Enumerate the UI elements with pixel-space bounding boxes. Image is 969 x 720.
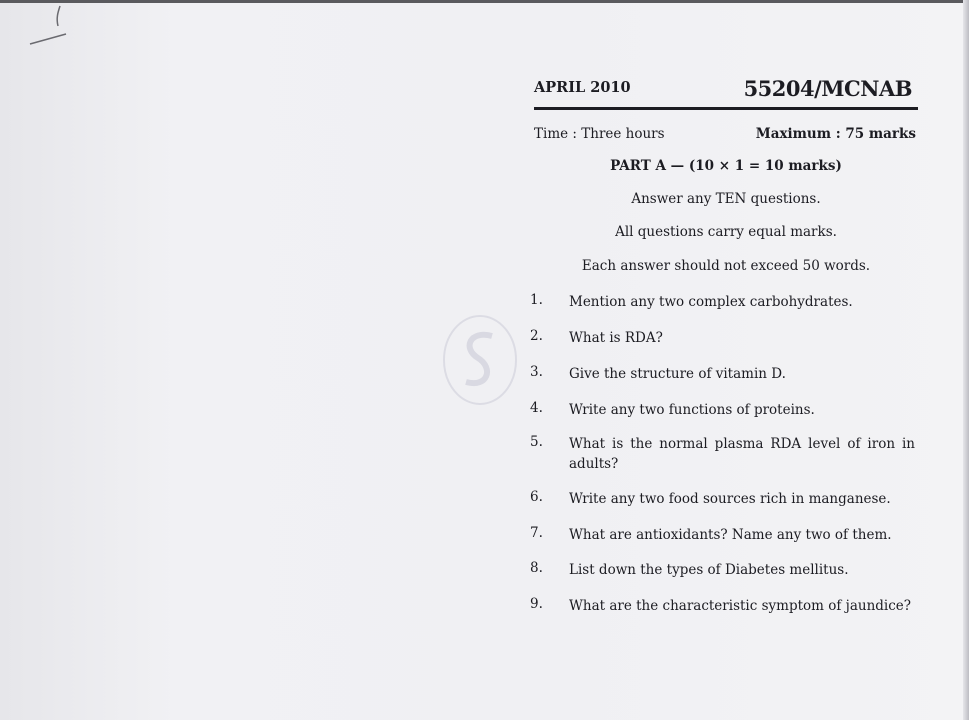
question-number: 2. [530, 328, 543, 344]
question-text: What are antioxidants? Name any two of them. [569, 527, 892, 543]
header-rule [534, 107, 918, 110]
question-text: Write any two functions of proteins. [569, 402, 815, 418]
instruction-line: Answer any TEN questions. [631, 191, 821, 207]
scan-top-edge [0, 0, 969, 3]
question-text: What is the normal plasma RDA level of iron in adults? [569, 436, 915, 472]
pen-mark-icon [22, 4, 72, 54]
question-number: 8. [530, 560, 543, 576]
question-text: What is RDA? [569, 330, 663, 346]
question-text: List down the types of Diabetes mellitus. [569, 562, 849, 578]
question-text: Write any two food sources rich in manganese. [569, 491, 891, 507]
question-number: 9. [530, 596, 543, 612]
part-heading: PART A — (10 × 1 = 10 marks) [610, 158, 842, 174]
question-number: 5. [530, 434, 543, 450]
exam-maximum-marks: Maximum : 75 marks [755, 126, 916, 142]
watermark-emblem-icon [440, 312, 520, 408]
question-number: 3. [530, 364, 543, 380]
question-number: 4. [530, 400, 543, 416]
question-text: Mention any two complex carbohydrates. [569, 294, 853, 310]
question-number: 1. [530, 292, 543, 308]
exam-time: Time : Three hours [534, 126, 665, 142]
question-number: 6. [530, 489, 543, 505]
scan-right-edge [963, 0, 969, 720]
question-number: 7. [530, 525, 543, 541]
exam-date: APRIL 2010 [534, 79, 631, 96]
question-text: What are the characteristic symptom of jaundice? [569, 598, 912, 614]
instruction-line: All questions carry equal marks. [615, 224, 837, 240]
instruction-line: Each answer should not exceed 50 words. [581, 258, 871, 274]
exam-code: 55204/MCNAB [743, 76, 912, 101]
question-text: Give the structure of vitamin D. [569, 366, 786, 382]
